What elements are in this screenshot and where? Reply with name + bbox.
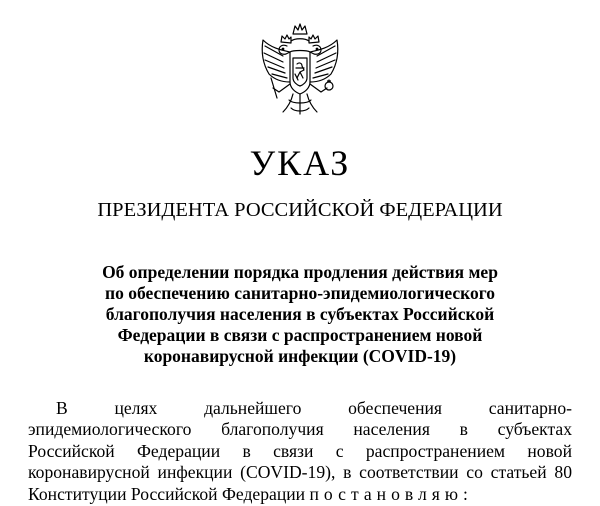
heading-line: Федерации в связи с распространением новой bbox=[117, 325, 483, 345]
body-line: В целях дальнейшего обеспечения санитарно- bbox=[56, 398, 572, 418]
decree-heading bbox=[60, 262, 540, 367]
body-last-prefix: Конституции Российской Федерации bbox=[28, 483, 310, 504]
heading-line: Об определении порядка продления действия мер bbox=[102, 262, 498, 282]
body-line: коронавирусной инфекции (COVID-19), в соответствии со статьей 80 bbox=[28, 462, 572, 483]
body-line: эпидемиологического благополучия населения в субъектах bbox=[28, 419, 572, 440]
coat-of-arms-icon bbox=[253, 22, 347, 120]
body-line: Российской Федерации в связи с распространением новой bbox=[28, 440, 572, 461]
decree-body bbox=[28, 398, 572, 505]
body-last-line bbox=[28, 484, 572, 505]
heading-line: по обеспечению санитарно-эпидемиологического bbox=[105, 283, 495, 303]
body-last-suffix: : bbox=[462, 483, 468, 504]
document-subtitle: ПРЕЗИДЕНТА РОССИЙСКОЙ ФЕДЕРАЦИИ bbox=[97, 199, 503, 221]
heading-line: коронавирусной инфекции (COVID-19) bbox=[143, 346, 457, 366]
document-title: УКАЗ bbox=[249, 143, 351, 183]
decree-word: постановляю bbox=[309, 483, 463, 504]
heading-line: благополучия населения в субъектах Российской bbox=[105, 304, 495, 324]
